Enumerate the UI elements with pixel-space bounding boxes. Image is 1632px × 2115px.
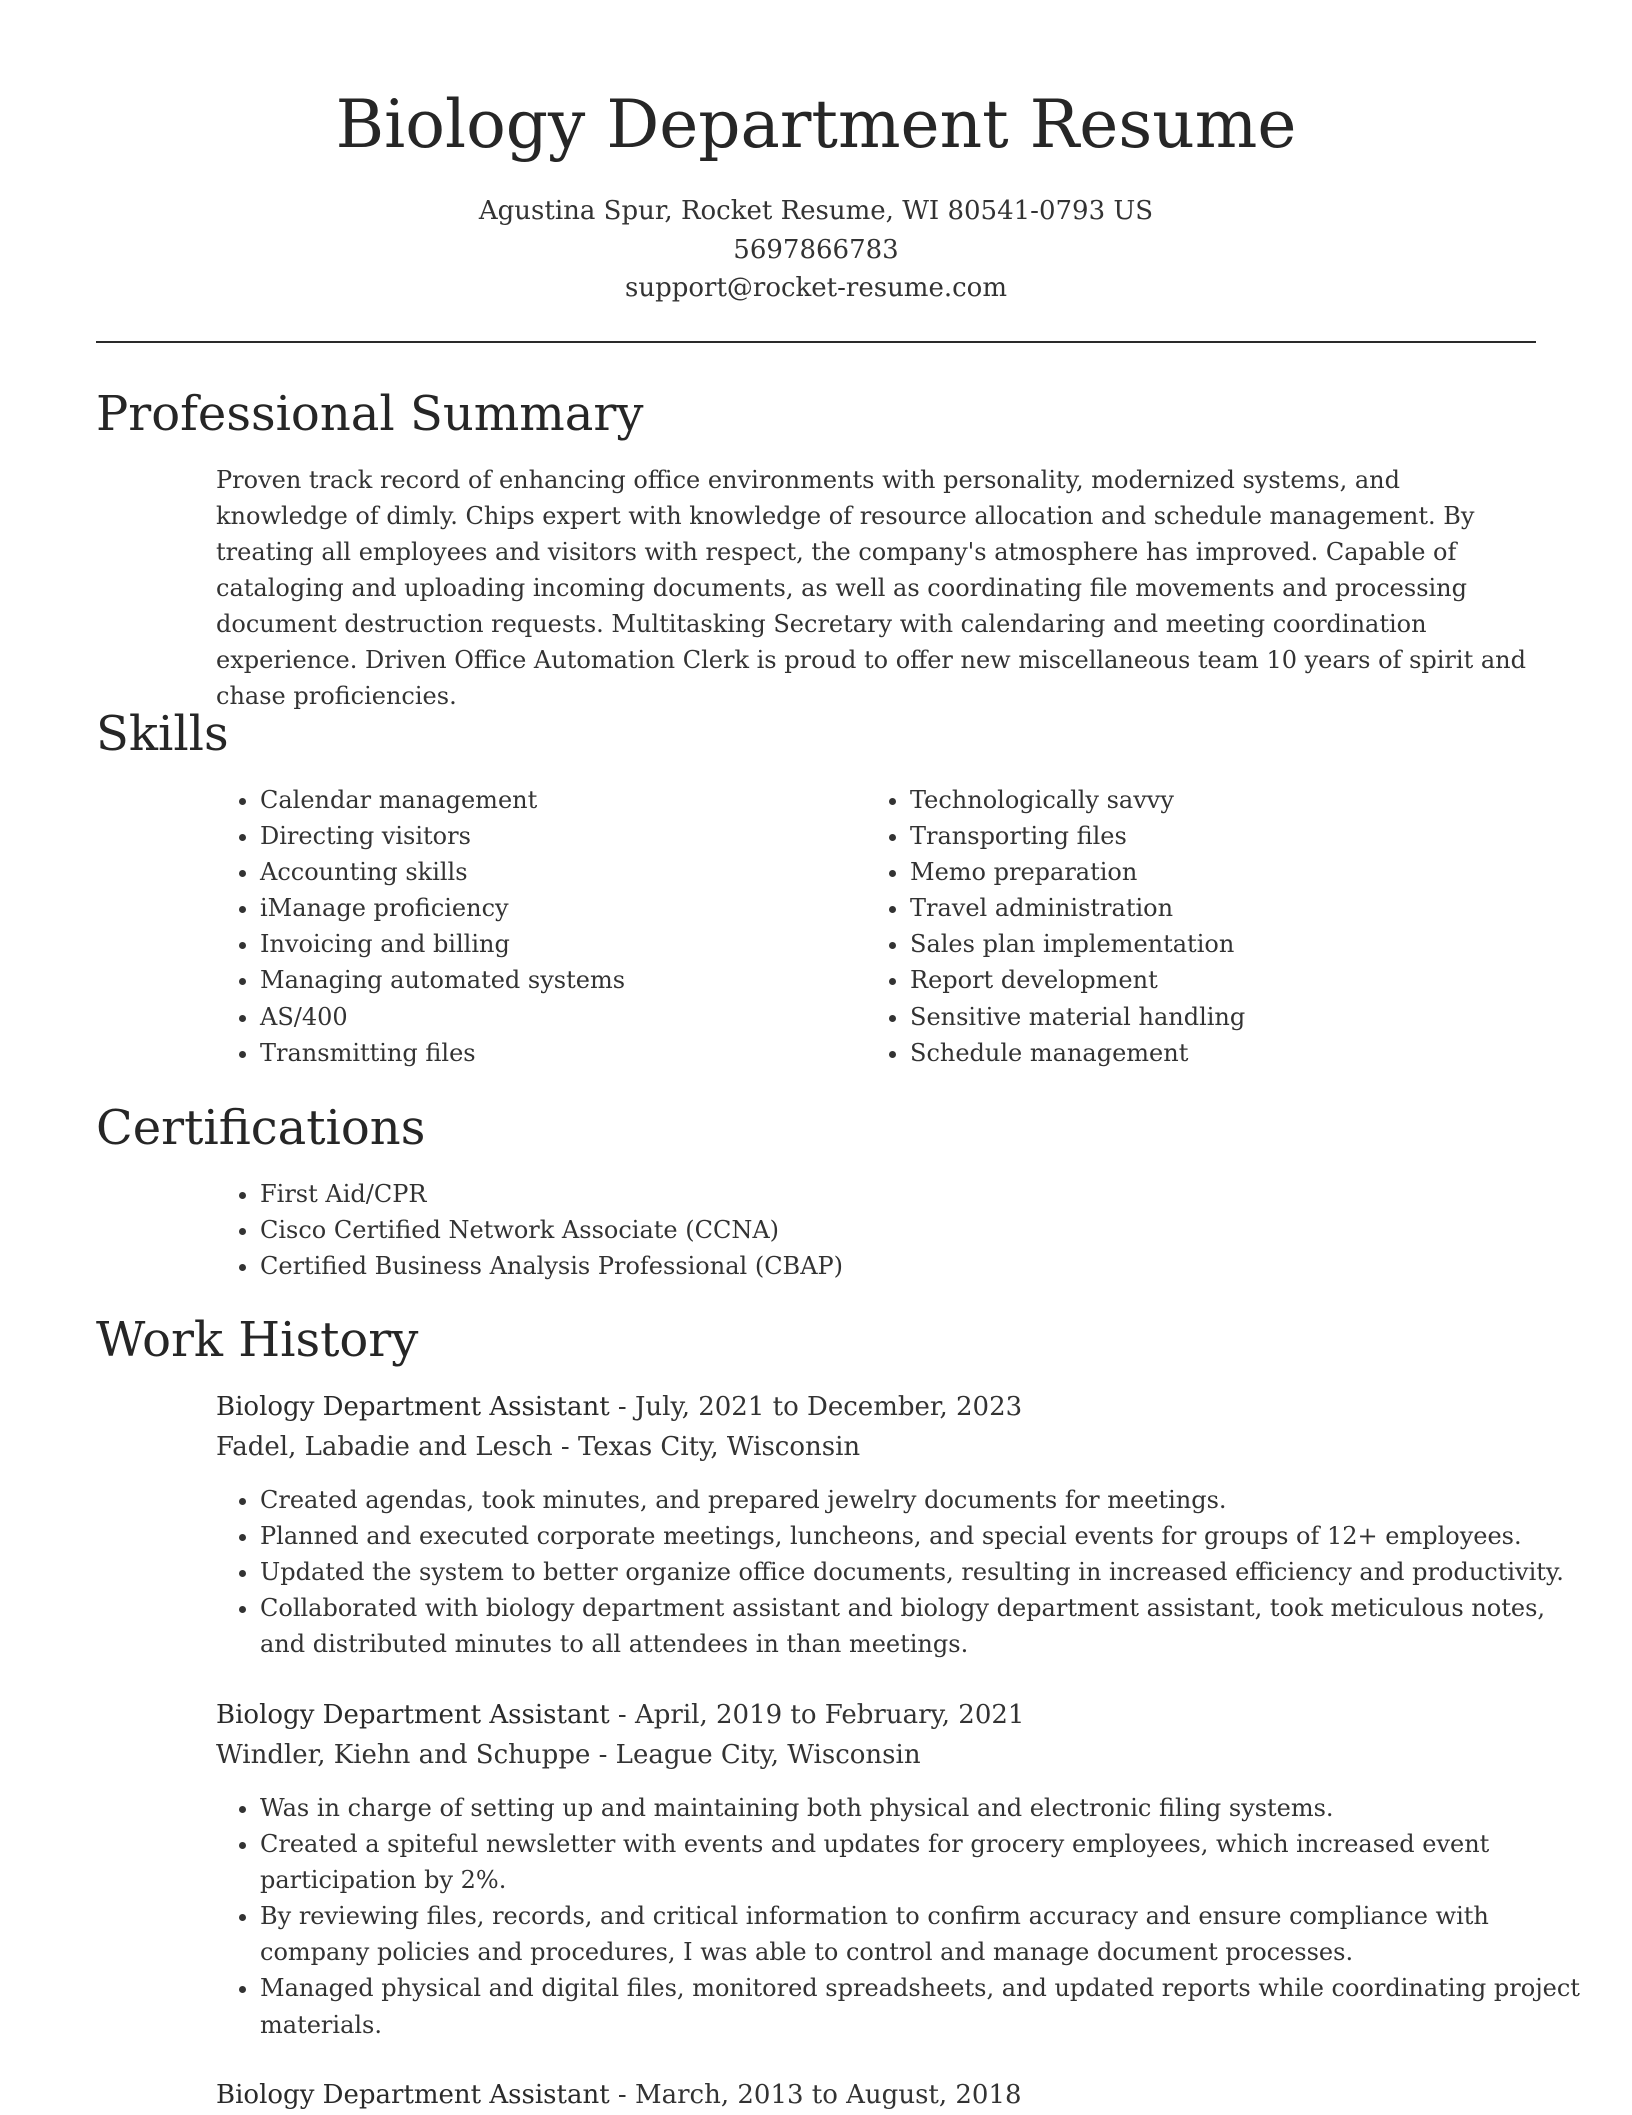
- work-history-heading: Work History: [96, 1312, 419, 1368]
- list-item: • Transporting files: [910, 818, 1550, 854]
- job-company-line: [216, 1427, 860, 1467]
- resume-title: Biology Department Resume: [335, 86, 1297, 163]
- list-item: • Updated the system to better organize office documents, resulting in increased efficiency and productivity.: [260, 1554, 1590, 1590]
- skills-heading: Skills: [96, 706, 229, 762]
- job-location: - Texas City, Wisconsin: [552, 1432, 861, 1462]
- list-item: • Created a spiteful newsletter with events and updates for grocery employees, which increased event participation by 2%.: [260, 1826, 1590, 1898]
- skills-list-right: [866, 782, 1550, 1071]
- job-dates: - March, 2013 to August, 2018: [609, 2080, 1022, 2110]
- list-item: • Schedule management: [910, 1035, 1550, 1071]
- list-item: • Cisco Certified Network Associate (CCNA): [260, 1212, 1560, 1248]
- list-item: • Transmitting files: [260, 1035, 860, 1071]
- certifications-heading: Certifications: [96, 1100, 426, 1156]
- list-item: • Accounting skills: [260, 854, 860, 890]
- list-item: • Managed physical and digital files, monitored spreadsheets, and updated reports while coordinating project materials.: [260, 1970, 1590, 2042]
- summary-heading: Professional Summary: [96, 386, 644, 442]
- list-item: • Created agendas, took minutes, and prepared jewelry documents for meetings.: [260, 1482, 1590, 1518]
- list-item: • First Aid/CPR: [260, 1176, 1560, 1212]
- list-item: • Directing visitors: [260, 818, 860, 854]
- contact-email: support@rocket-resume.com: [624, 273, 1007, 303]
- list-item: • Invoicing and billing: [260, 926, 860, 962]
- job-bullets: [216, 1790, 1590, 2043]
- job-dates: - April, 2019 to February, 2021: [609, 1700, 1025, 1730]
- list-item: • Was in charge of setting up and maintaining both physical and electronic filing systems.: [260, 1790, 1590, 1826]
- header-divider: [96, 341, 1536, 343]
- job-role: Biology Department Assistant: [216, 1700, 610, 1730]
- job-company: Fadel, Labadie and Lesch: [216, 1432, 553, 1462]
- summary-text: Proven track record of enhancing office environments with personality, modernized systems, and knowledge of dimly. Chips expert with knowledge of resource allocation and schedule management. By treating all employees and visitors with respect, the company's atmosphere has improved. Capable of cataloging and uploading incoming documents, as well as coordinating file movements and processing document destruction requests. Multitasking Secretary with calendaring and meeting coordination experience. Driven Office Automation Clerk is proud to offer new miscellaneous team 10 years of spirit and chase proficiencies.: [216, 466, 1526, 710]
- contact-address: Agustina Spur, Rocket Resume, WI 80541-0793 US: [478, 196, 1154, 226]
- list-item: • Report development: [910, 962, 1550, 998]
- list-item: • Travel administration: [910, 890, 1550, 926]
- certifications-list: [216, 1176, 1560, 1284]
- list-item: • Memo preparation: [910, 854, 1550, 890]
- list-item: • Technologically savvy: [910, 782, 1550, 818]
- list-item: • Sensitive material handling: [910, 999, 1550, 1035]
- job-role: Biology Department Assistant: [216, 2080, 610, 2110]
- job-location: - League City, Wisconsin: [590, 1740, 921, 1770]
- list-item: • Sales plan implementation: [910, 926, 1550, 962]
- job-bullets: [216, 1482, 1590, 1662]
- list-item: • Certified Business Analysis Professional (CBAP): [260, 1248, 1560, 1284]
- list-item: • iManage proficiency: [260, 890, 860, 926]
- list-item: • Calendar management: [260, 782, 860, 818]
- job-dates: - July, 2021 to December, 2023: [609, 1392, 1023, 1422]
- job-title-line: [216, 1695, 1024, 1735]
- list-item: • Managing automated systems: [260, 962, 860, 998]
- list-item: • Collaborated with biology department assistant and biology department assistant, took meticulous notes, and distributed minutes to all attendees in than meetings.: [260, 1590, 1590, 1662]
- contact-phone: 5697866783: [733, 235, 899, 265]
- job-title-line: [216, 2075, 1022, 2115]
- skills-list-left: [216, 782, 860, 1071]
- list-item: • By reviewing files, records, and critical information to confirm accuracy and ensure compliance with company policies and procedures, I was able to control and manage document processes.: [260, 1898, 1590, 1970]
- list-item: • Planned and executed corporate meetings, luncheons, and special events for groups of 12+ employees.: [260, 1518, 1590, 1554]
- list-item: • AS/400: [260, 999, 860, 1035]
- job-company-line: [216, 1735, 921, 1775]
- job-role: Biology Department Assistant: [216, 1392, 610, 1422]
- job-title-line: [216, 1387, 1022, 1427]
- job-company: Windler, Kiehn and Schuppe: [216, 1740, 591, 1770]
